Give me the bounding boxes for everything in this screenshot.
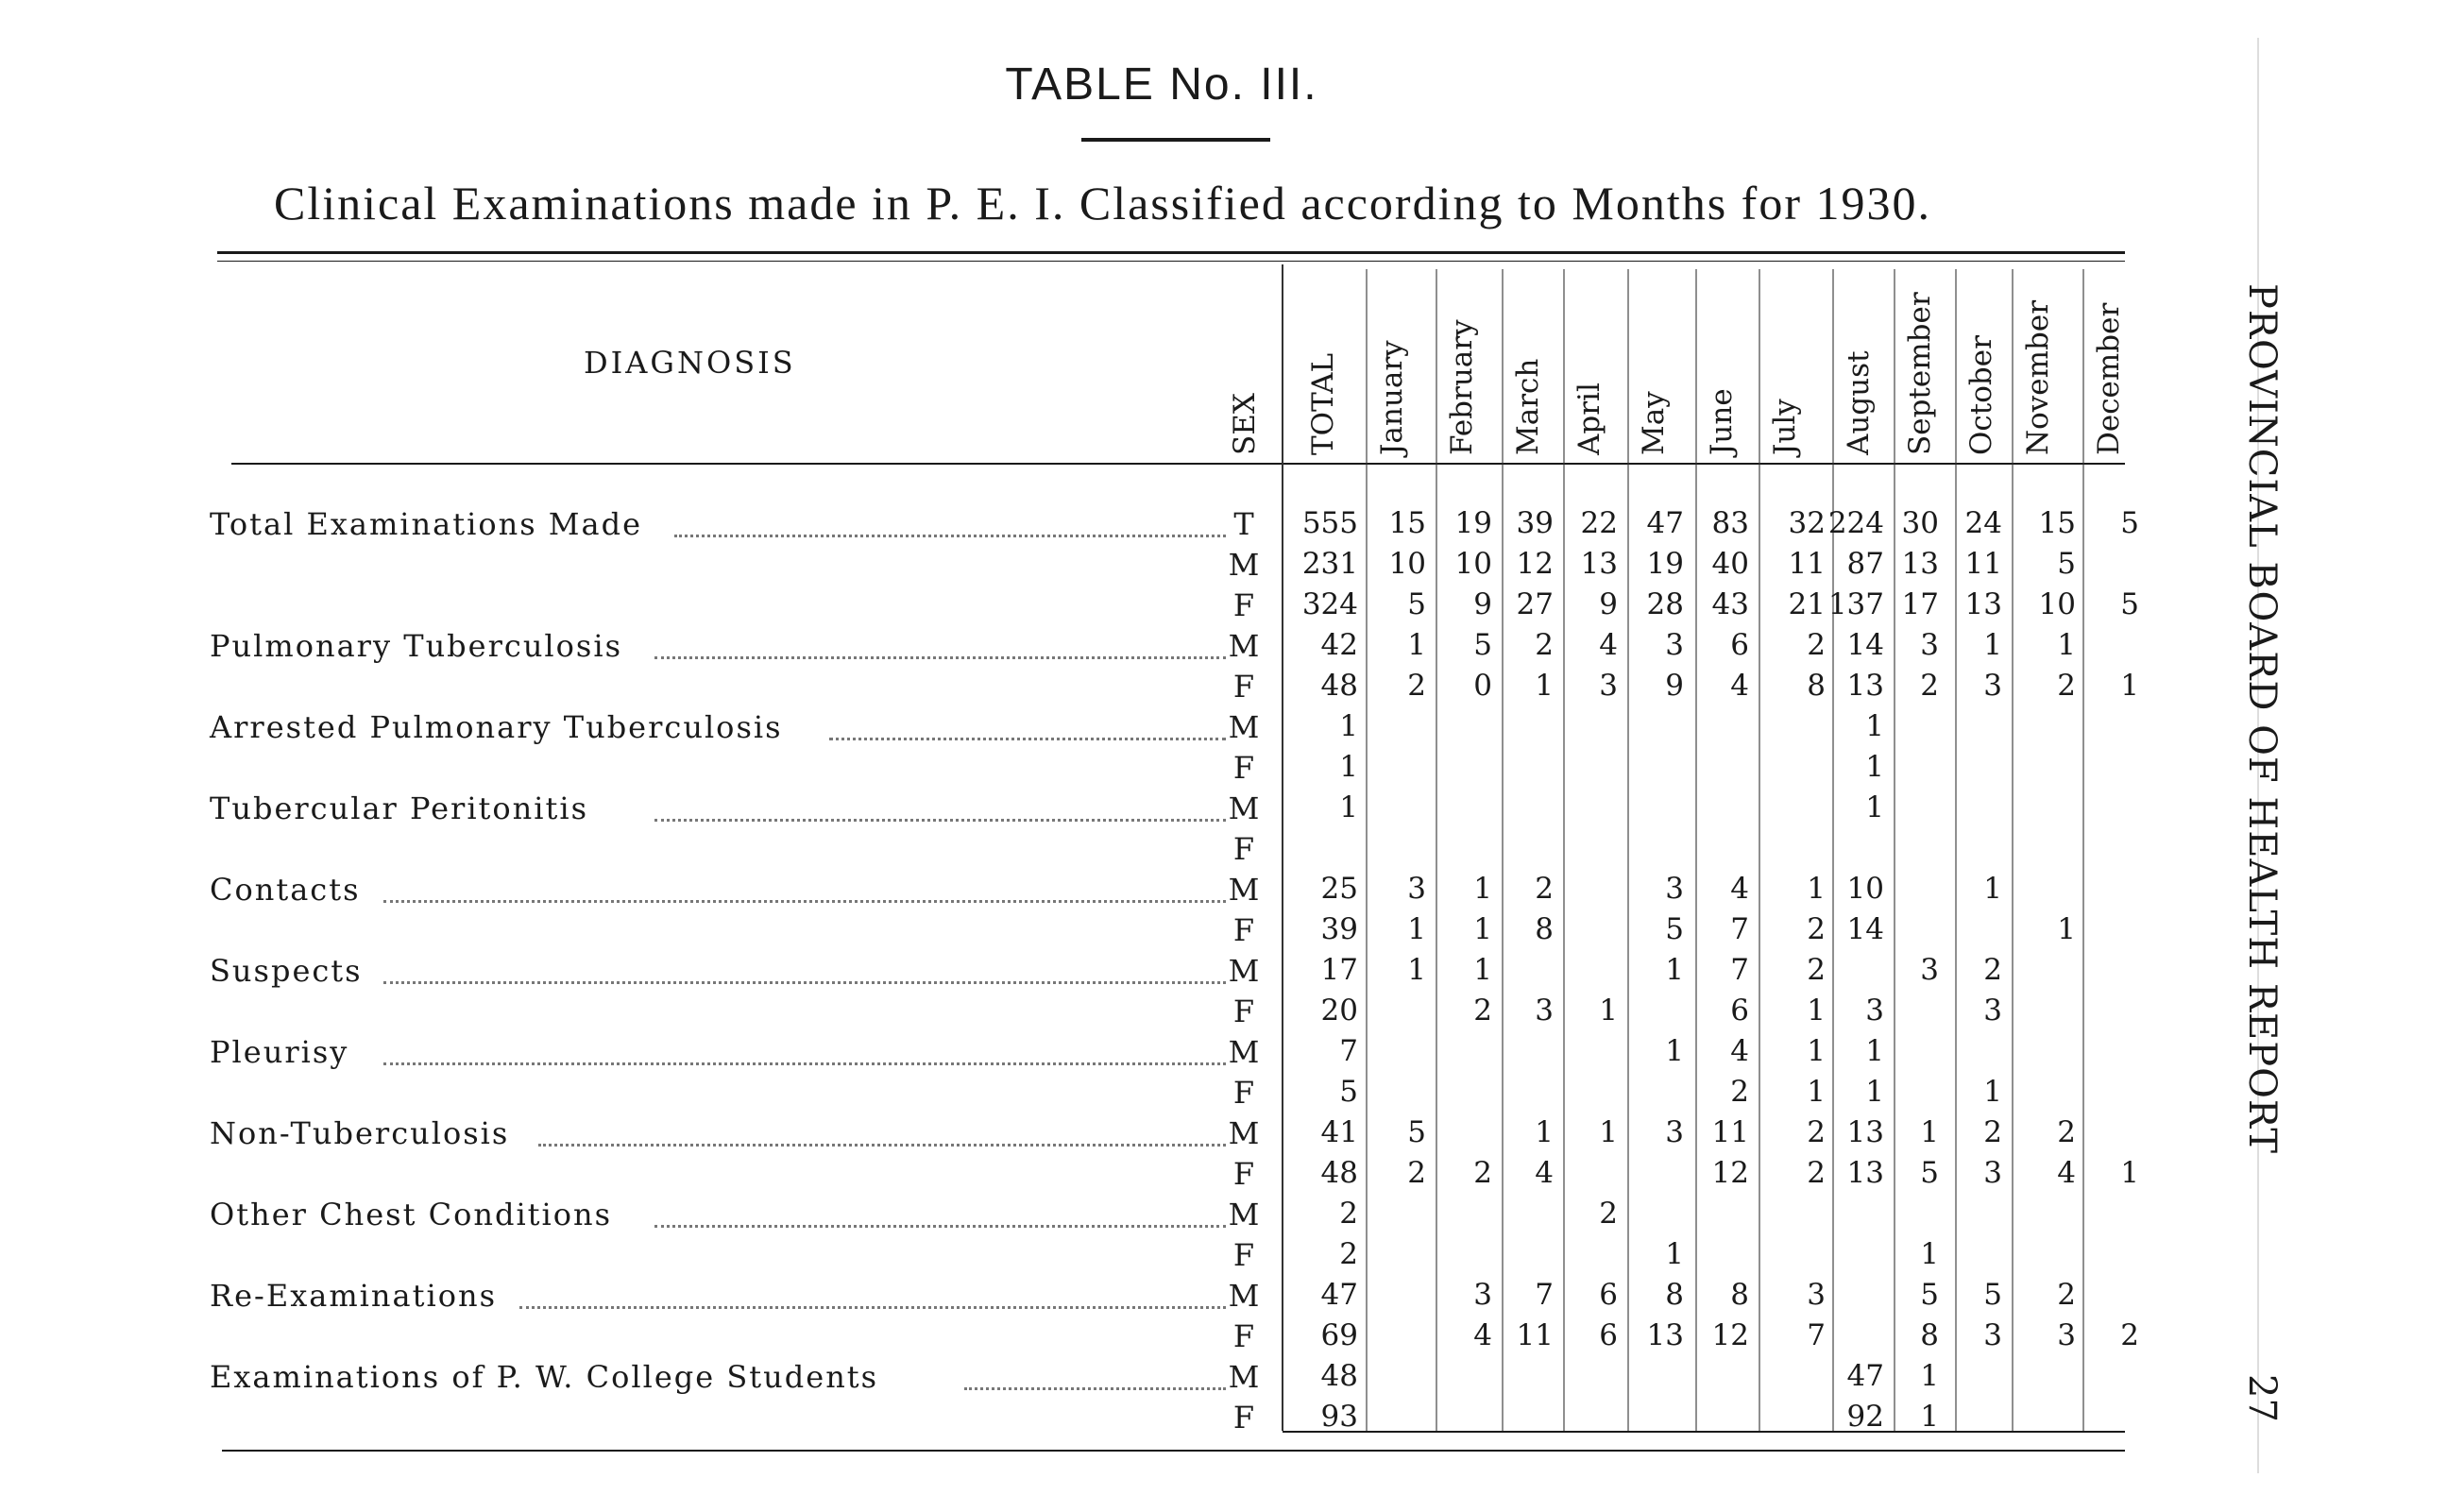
month-cell: 1 <box>1865 790 1884 824</box>
month-cell: 1 <box>1473 872 1492 906</box>
month-header: September <box>1903 292 1937 455</box>
column-separator <box>1282 264 1283 1431</box>
month-header: July <box>1768 399 1802 455</box>
month-header: June <box>1705 388 1739 455</box>
sex-cell: F <box>1232 994 1255 1029</box>
total-cell: 41 <box>1320 1115 1358 1149</box>
diagnosis-header: DIAGNOSIS <box>584 345 796 381</box>
total-cell: 93 <box>1320 1400 1358 1434</box>
month-cell: 8 <box>1920 1318 1939 1352</box>
month-cell: 11 <box>1788 547 1826 581</box>
dot-leader <box>519 1306 1227 1309</box>
month-cell: 2 <box>2057 669 2076 703</box>
month-cell: 10 <box>1846 872 1884 906</box>
dot-leader <box>654 819 1226 822</box>
sex-cell: M <box>1228 709 1260 745</box>
month-header: August <box>1842 350 1876 455</box>
dot-leader <box>383 900 1226 903</box>
month-cell: 137 <box>1827 587 1884 621</box>
total-cell: 17 <box>1320 953 1358 987</box>
month-cell: 2 <box>1730 1075 1749 1109</box>
month-cell: 5 <box>1920 1156 1939 1190</box>
sex-cell: F <box>1232 1400 1255 1436</box>
row-label: Other Chest Conditions <box>210 1197 613 1232</box>
total-cell: 48 <box>1320 1156 1358 1190</box>
month-cell: 1 <box>1407 912 1426 946</box>
total-cell: 555 <box>1301 506 1358 540</box>
month-cell: 3 <box>1865 994 1884 1028</box>
month-cell: 1 <box>1807 1075 1826 1109</box>
month-cell: 13 <box>1964 587 2002 621</box>
month-cell: 6 <box>1730 994 1749 1028</box>
row-label: Suspects <box>210 953 363 989</box>
total-cell: 39 <box>1320 912 1358 946</box>
month-cell: 47 <box>1646 506 1684 540</box>
month-cell: 5 <box>1473 628 1492 662</box>
month-cell: 8 <box>1665 1278 1684 1312</box>
month-cell: 13 <box>1646 1318 1684 1352</box>
month-cell: 224 <box>1827 506 1884 540</box>
month-cell: 2 <box>2057 1278 2076 1312</box>
month-cell: 1 <box>1807 994 1826 1028</box>
column-separator <box>1502 269 1504 1431</box>
month-cell: 0 <box>1473 669 1492 703</box>
month-cell: 39 <box>1516 506 1554 540</box>
sex-cell: F <box>1232 1237 1255 1273</box>
month-cell: 8 <box>1807 669 1826 703</box>
month-cell: 6 <box>1599 1278 1618 1312</box>
bottom-rule <box>1283 1431 2125 1433</box>
month-cell: 8 <box>1535 912 1554 946</box>
month-cell: 3 <box>1983 1156 2002 1190</box>
sex-cell: F <box>1232 1156 1255 1192</box>
month-cell: 4 <box>1599 628 1618 662</box>
month-cell: 2 <box>1807 912 1826 946</box>
row-label: Non-Tuberculosis <box>210 1115 510 1151</box>
sex-cell: M <box>1228 1034 1260 1070</box>
dot-leader <box>674 535 1227 537</box>
total-cell: 231 <box>1301 547 1358 581</box>
month-cell: 10 <box>1454 547 1492 581</box>
month-cell: 92 <box>1846 1400 1884 1434</box>
month-cell: 1 <box>1807 1034 1826 1068</box>
month-header: May <box>1637 391 1671 455</box>
month-cell: 1 <box>2120 669 2139 703</box>
table-title: TABLE No. III. <box>1005 59 1318 110</box>
total-cell: 25 <box>1320 872 1358 906</box>
month-cell: 3 <box>1407 872 1426 906</box>
column-separator <box>1832 269 1834 1431</box>
month-cell: 2 <box>1535 628 1554 662</box>
month-cell: 22 <box>1580 506 1618 540</box>
month-cell: 2 <box>1807 1156 1826 1190</box>
month-cell: 13 <box>1901 547 1939 581</box>
month-cell: 11 <box>1711 1115 1749 1149</box>
month-header: March <box>1511 358 1545 455</box>
month-cell: 2 <box>1599 1197 1618 1231</box>
month-cell: 1 <box>1535 1115 1554 1149</box>
column-separator <box>1366 269 1368 1431</box>
month-cell: 14 <box>1846 912 1884 946</box>
dot-leader <box>964 1387 1226 1390</box>
month-cell: 17 <box>1901 587 1939 621</box>
row-label: Re-Examinations <box>210 1278 497 1314</box>
month-cell: 1 <box>1920 1237 1939 1271</box>
month-cell: 2 <box>1473 994 1492 1028</box>
month-cell: 5 <box>1665 912 1684 946</box>
header-bottom-rule <box>231 463 2125 465</box>
sex-cell: F <box>1232 831 1255 867</box>
month-cell: 83 <box>1711 506 1749 540</box>
sex-cell: M <box>1228 1115 1260 1151</box>
sex-cell: M <box>1228 547 1260 583</box>
sex-cell: T <box>1233 506 1254 542</box>
month-cell: 21 <box>1788 587 1826 621</box>
month-cell: 24 <box>1964 506 2002 540</box>
month-cell: 6 <box>1730 628 1749 662</box>
month-cell: 28 <box>1646 587 1684 621</box>
month-cell: 1 <box>1865 1034 1884 1068</box>
page-number: 27 <box>2240 1374 2284 1422</box>
month-header: January <box>1375 340 1409 455</box>
month-cell: 1 <box>1407 628 1426 662</box>
total-cell: 1 <box>1339 709 1358 743</box>
month-cell: 1 <box>1599 994 1618 1028</box>
column-separator <box>1955 269 1957 1431</box>
month-cell: 1 <box>1473 912 1492 946</box>
month-cell: 2 <box>1407 1156 1426 1190</box>
month-cell: 13 <box>1580 547 1618 581</box>
column-separator <box>1695 269 1697 1431</box>
total-cell: 48 <box>1320 1359 1358 1393</box>
month-cell: 9 <box>1473 587 1492 621</box>
month-cell: 1 <box>1983 872 2002 906</box>
month-cell: 3 <box>1920 628 1939 662</box>
sex-cell: M <box>1228 1197 1260 1232</box>
month-cell: 11 <box>1964 547 2002 581</box>
month-cell: 3 <box>1535 994 1554 1028</box>
total-header: TOTAL <box>1306 352 1340 455</box>
month-cell: 1 <box>1535 669 1554 703</box>
month-cell: 5 <box>1407 587 1426 621</box>
month-cell: 32 <box>1788 506 1826 540</box>
month-cell: 4 <box>1730 872 1749 906</box>
sex-cell: F <box>1232 587 1255 623</box>
month-header: April <box>1572 382 1606 455</box>
month-cell: 19 <box>1646 547 1684 581</box>
sex-cell: M <box>1228 628 1260 664</box>
month-cell: 30 <box>1901 506 1939 540</box>
month-cell: 3 <box>1599 669 1618 703</box>
column-separator <box>2082 269 2084 1431</box>
dot-leader <box>383 981 1226 984</box>
sex-cell: M <box>1228 953 1260 989</box>
month-cell: 4 <box>1730 1034 1749 1068</box>
month-cell: 1 <box>1865 709 1884 743</box>
month-cell: 11 <box>1516 1318 1554 1352</box>
total-cell: 5 <box>1339 1075 1358 1109</box>
row-label: Contacts <box>210 872 361 908</box>
total-cell: 69 <box>1320 1318 1358 1352</box>
month-cell: 5 <box>2120 587 2139 621</box>
month-cell: 10 <box>2038 587 2076 621</box>
column-separator <box>1759 269 1760 1431</box>
month-cell: 3 <box>1665 628 1684 662</box>
month-cell: 1 <box>1920 1400 1939 1434</box>
month-cell: 3 <box>1983 669 2002 703</box>
month-cell: 1 <box>1807 872 1826 906</box>
sex-cell: M <box>1228 790 1260 826</box>
sex-cell: F <box>1232 750 1255 786</box>
total-cell: 1 <box>1339 790 1358 824</box>
month-cell: 2 <box>1920 669 1939 703</box>
top-rule-thin <box>217 261 2125 262</box>
month-header: December <box>2092 302 2126 455</box>
month-cell: 2 <box>2057 1115 2076 1149</box>
column-separator <box>1563 269 1565 1431</box>
sex-cell: M <box>1228 872 1260 908</box>
month-cell: 3 <box>1983 1318 2002 1352</box>
month-cell: 2 <box>1807 628 1826 662</box>
column-separator <box>1436 269 1437 1431</box>
sex-cell: F <box>1232 1318 1255 1354</box>
month-header: October <box>1964 335 1998 455</box>
dot-leader <box>538 1144 1226 1147</box>
row-label: Examinations of P. W. College Students <box>210 1359 879 1395</box>
month-cell: 5 <box>1407 1115 1426 1149</box>
month-cell: 12 <box>1516 547 1554 581</box>
month-cell: 3 <box>2057 1318 2076 1352</box>
month-cell: 43 <box>1711 587 1749 621</box>
month-cell: 5 <box>1983 1278 2002 1312</box>
month-cell: 3 <box>1920 953 1939 987</box>
total-cell: 47 <box>1320 1278 1358 1312</box>
dot-leader <box>654 656 1226 659</box>
sex-cell: M <box>1228 1359 1260 1395</box>
month-cell: 19 <box>1454 506 1492 540</box>
month-cell: 9 <box>1599 587 1618 621</box>
month-cell: 5 <box>2057 547 2076 581</box>
month-cell: 6 <box>1599 1318 1618 1352</box>
month-cell: 4 <box>1535 1156 1554 1190</box>
total-cell: 20 <box>1320 994 1358 1028</box>
month-cell: 2 <box>1983 1115 2002 1149</box>
total-cell: 42 <box>1320 628 1358 662</box>
month-cell: 4 <box>2057 1156 2076 1190</box>
sex-cell: F <box>1232 669 1255 705</box>
month-cell: 2 <box>1535 872 1554 906</box>
top-rule <box>217 251 2125 254</box>
month-cell: 7 <box>1730 953 1749 987</box>
month-cell: 1 <box>1983 1075 2002 1109</box>
month-cell: 5 <box>1920 1278 1939 1312</box>
month-header: February <box>1445 319 1479 455</box>
month-cell: 47 <box>1846 1359 1884 1393</box>
total-cell: 2 <box>1339 1197 1358 1231</box>
month-cell: 3 <box>1665 872 1684 906</box>
month-cell: 3 <box>1983 994 2002 1028</box>
month-cell: 1 <box>2057 628 2076 662</box>
month-cell: 1 <box>1665 953 1684 987</box>
title-underline <box>1081 138 1270 142</box>
month-cell: 1 <box>1865 1075 1884 1109</box>
page-bottom-rule <box>222 1450 2125 1452</box>
month-cell: 2 <box>2120 1318 2139 1352</box>
row-label: Pulmonary Tuberculosis <box>210 628 622 664</box>
month-cell: 1 <box>1665 1237 1684 1271</box>
row-label: Total Examinations Made <box>210 506 643 542</box>
dot-leader <box>383 1062 1226 1065</box>
sex-header: SEX <box>1228 393 1262 455</box>
month-cell: 1 <box>1473 953 1492 987</box>
month-cell: 87 <box>1846 547 1884 581</box>
month-cell: 2 <box>1473 1156 1492 1190</box>
month-cell: 1 <box>1983 628 2002 662</box>
month-cell: 4 <box>1730 669 1749 703</box>
month-cell: 1 <box>1865 750 1884 784</box>
month-cell: 15 <box>2038 506 2076 540</box>
month-cell: 2 <box>1407 669 1426 703</box>
month-cell: 4 <box>1473 1318 1492 1352</box>
month-cell: 5 <box>2120 506 2139 540</box>
sex-cell: F <box>1232 1075 1255 1111</box>
total-cell: 7 <box>1339 1034 1358 1068</box>
month-cell: 12 <box>1711 1318 1749 1352</box>
month-cell: 12 <box>1711 1156 1749 1190</box>
month-cell: 2 <box>1807 1115 1826 1149</box>
total-cell: 48 <box>1320 669 1358 703</box>
month-cell: 13 <box>1846 669 1884 703</box>
month-cell: 13 <box>1846 1115 1884 1149</box>
month-cell: 10 <box>1388 547 1426 581</box>
month-cell: 40 <box>1711 547 1749 581</box>
row-label: Pleurisy <box>210 1034 349 1070</box>
row-label: Arrested Pulmonary Tuberculosis <box>210 709 783 745</box>
month-cell: 2 <box>1807 953 1826 987</box>
column-separator <box>2012 269 2014 1431</box>
month-cell: 3 <box>1665 1115 1684 1149</box>
sex-cell: M <box>1228 1278 1260 1314</box>
month-cell: 27 <box>1516 587 1554 621</box>
month-cell: 7 <box>1535 1278 1554 1312</box>
total-cell: 324 <box>1301 587 1358 621</box>
dot-leader <box>654 1225 1226 1228</box>
month-cell: 1 <box>2120 1156 2139 1190</box>
month-cell: 2 <box>1983 953 2002 987</box>
row-label: Tubercular Peritonitis <box>210 790 589 826</box>
month-cell: 9 <box>1665 669 1684 703</box>
month-cell: 7 <box>1807 1318 1826 1352</box>
month-cell: 3 <box>1807 1278 1826 1312</box>
dot-leader <box>829 738 1227 740</box>
month-cell: 1 <box>1920 1359 1939 1393</box>
month-cell: 15 <box>1388 506 1426 540</box>
month-cell: 3 <box>1473 1278 1492 1312</box>
month-cell: 13 <box>1846 1156 1884 1190</box>
month-cell: 1 <box>1599 1115 1618 1149</box>
sex-cell: F <box>1232 912 1255 948</box>
table-subtitle: Clinical Examinations made in P. E. I. Classified according to Months for 1930. <box>274 177 1931 229</box>
month-cell: 1 <box>2057 912 2076 946</box>
total-cell: 1 <box>1339 750 1358 784</box>
month-cell: 1 <box>1407 953 1426 987</box>
month-cell: 7 <box>1730 912 1749 946</box>
month-cell: 14 <box>1846 628 1884 662</box>
month-header: November <box>2021 299 2055 455</box>
month-cell: 1 <box>1665 1034 1684 1068</box>
month-cell: 8 <box>1730 1278 1749 1312</box>
total-cell: 2 <box>1339 1237 1358 1271</box>
report-title: PROVINCIAL BOARD OF HEALTH REPORT <box>2240 283 2284 1155</box>
month-cell: 1 <box>1920 1115 1939 1149</box>
